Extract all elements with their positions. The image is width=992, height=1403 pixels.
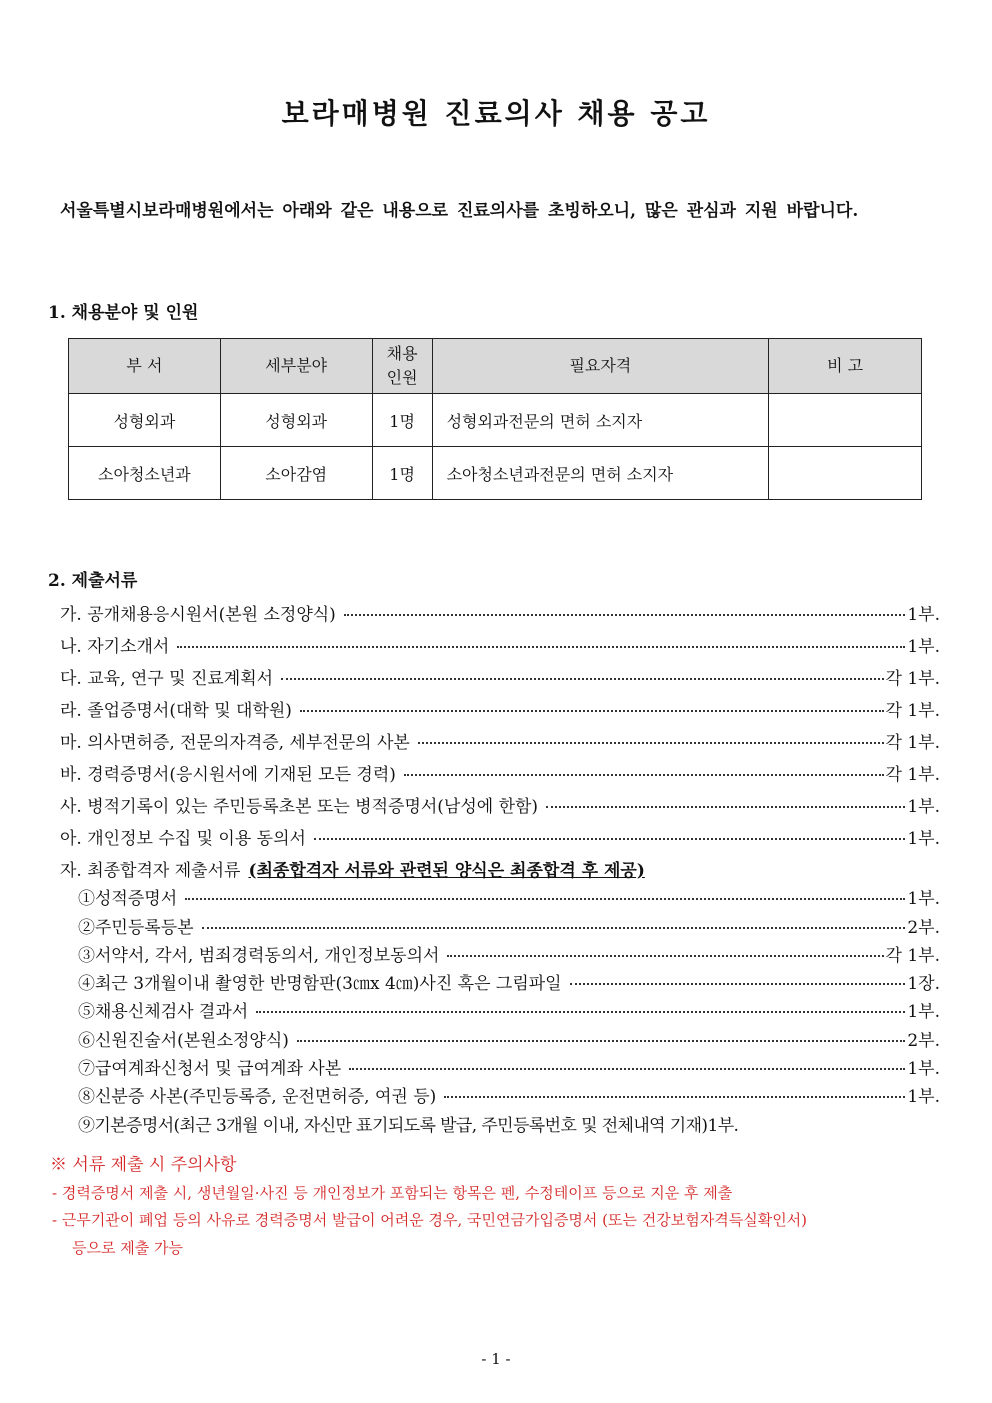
document-title: 보라매병원 진료의사 채용 공고: [281, 97, 711, 130]
list-item: [60, 1107, 940, 1135]
cell-remarks: [769, 394, 922, 447]
list-item: [60, 994, 940, 1022]
item-label: ①성적증명서: [78, 889, 178, 910]
header-subspecialty: 세부분야: [220, 339, 372, 394]
item-quantity: 1부.: [907, 1087, 940, 1108]
item-label: ⑧신분증 사본(주민등록증, 운전면허증, 여권 등): [78, 1087, 437, 1108]
cell-qualification: 성형외과전문의 면허 소지자: [432, 394, 769, 447]
item-quantity: 1부.: [907, 637, 940, 657]
page-number: - 1 -: [481, 1350, 511, 1368]
table-row: [69, 394, 922, 447]
dot-leader: [404, 774, 884, 776]
item-quantity: 각 1부.: [885, 669, 940, 689]
header-department: 부 서: [69, 339, 221, 394]
dot-leader: [546, 806, 905, 808]
dot-leader: [281, 678, 883, 680]
list-item: [60, 881, 940, 909]
item-label: 사. 병적기록이 있는 주민등록초본 또는 병적증명서(남성에 한함): [60, 797, 539, 817]
intro-paragraph: 서울특별시보라매병원에서는 아래와 같은 내용으로 진료의사를 초빙하오니, 많은 관심과 지원 바랍니다.: [60, 201, 859, 221]
list-item: [60, 909, 940, 937]
list-item: [60, 785, 940, 817]
item-quantity: 1부.: [907, 889, 940, 910]
dot-leader: [256, 1011, 905, 1013]
header-headcount: 채용 인원: [372, 339, 432, 394]
item-label: 가. 공개채용응시원서(본원 소정양식): [60, 605, 336, 625]
list-item: [60, 966, 940, 994]
cell-headcount: 1명: [372, 447, 432, 500]
document-list: [60, 593, 940, 1136]
cell-remarks: [769, 447, 922, 500]
item-label: 마. 의사면허증, 전문의자격증, 세부전문의 사본: [60, 733, 410, 753]
section-2-heading: 2. 제출서류: [48, 571, 138, 591]
item-label: 아. 개인정보 수집 및 이용 동의서: [60, 829, 306, 849]
final-submission-heading: [60, 849, 940, 881]
item-label: ⑥신원진술서(본원소정양식): [78, 1030, 289, 1051]
dot-leader: [300, 710, 884, 712]
item-quantity: 1부.: [907, 797, 940, 817]
header-remarks: 비 고: [769, 339, 922, 394]
item-label: ②주민등록등본: [78, 917, 194, 938]
dot-leader: [297, 1040, 905, 1042]
dot-leader: [444, 1096, 905, 1098]
item-quantity: 1부.: [907, 605, 940, 625]
section-1-heading: 1. 채용분야 및 인원: [48, 303, 199, 323]
item-label: ③서약서, 각서, 범죄경력동의서, 개인정보동의서: [78, 945, 440, 966]
caution-title: ※ 서류 제출 시 주의사항: [50, 1155, 237, 1175]
list-item: [60, 593, 940, 625]
list-item: [60, 689, 940, 721]
dot-leader: [349, 1068, 905, 1070]
item-quantity: 2부.: [907, 1030, 940, 1051]
cell-qualification: 소아청소년과전문의 면허 소지자: [432, 447, 769, 500]
item-quantity: 각 1부.: [885, 765, 940, 785]
item-label: 나. 자기소개서: [60, 637, 170, 657]
item-quantity: 1부.: [907, 829, 940, 849]
item-label: ⑨기본증명서(최근 3개월 이내, 자신만 표기되도록 발급, 주민등록번호 및 전체내역 기재): [78, 1115, 708, 1136]
item-quantity: 1부.: [907, 1002, 940, 1023]
final-submission-note: (최종합격자 서류와 관련된 양식은 최종합격 후 제공): [248, 861, 645, 881]
cell-subspecialty: 성형외과: [220, 394, 372, 447]
dot-leader: [314, 838, 905, 840]
list-item: [60, 1051, 940, 1079]
caution-item: - 근무기관이 폐업 등의 사유로 경력증명서 발급이 어려운 경우, 국민연금가입증명서 (또는 건강보험자격득실확인서): [52, 1211, 808, 1229]
cell-subspecialty: 소아감염: [220, 447, 372, 500]
list-item: [60, 753, 940, 785]
cell-department: 소아청소년과: [69, 447, 221, 500]
item-label: ⑤채용신체검사 결과서: [78, 1002, 249, 1023]
item-label: 라. 졸업증명서(대학 및 대학원): [60, 701, 292, 721]
dot-leader: [202, 927, 906, 929]
header-qualification: 필요자격: [432, 339, 769, 394]
list-item: [60, 1022, 940, 1050]
caution-item: 등으로 제출 가능: [72, 1239, 183, 1257]
item-quantity: 각 1부.: [885, 945, 940, 966]
dot-leader: [570, 983, 906, 985]
list-item: [60, 657, 940, 689]
item-label: ⑦급여계좌신청서 및 급여계좌 사본: [78, 1059, 342, 1080]
list-item: [60, 1079, 940, 1107]
cell-headcount: 1명: [372, 394, 432, 447]
item-label: ④최근 3개월이내 촬영한 반명함판(3㎝x 4㎝)사진 혹은 그림파일: [78, 974, 562, 995]
caution-item: - 경력증명서 제출 시, 생년월일·사진 등 개인정보가 포함되는 항목은 펜, 수정테이프 등으로 지운 후 제출: [52, 1184, 733, 1202]
table-row: [69, 447, 922, 500]
item-label: 자. 최종합격자 제출서류: [60, 861, 241, 881]
dot-leader: [447, 955, 883, 957]
list-item: [60, 938, 940, 966]
list-item: [60, 721, 940, 753]
cell-department: 성형외과: [69, 394, 221, 447]
dot-leader: [185, 898, 905, 900]
dot-leader: [418, 742, 884, 744]
item-quantity: 1장.: [907, 974, 940, 995]
recruitment-table: [68, 338, 922, 500]
dot-leader: [344, 614, 906, 616]
dot-leader: [177, 646, 905, 648]
item-quantity: 1부.: [907, 1059, 940, 1080]
item-quantity: 2부.: [907, 917, 940, 938]
list-item: [60, 817, 940, 849]
item-quantity: 1부.: [707, 1115, 739, 1136]
list-item: [60, 625, 940, 657]
item-quantity: 각 1부.: [885, 701, 940, 721]
item-label: 바. 경력증명서(응시원서에 기재된 모든 경력): [60, 765, 396, 785]
item-quantity: 각 1부.: [885, 733, 940, 753]
table-header-row: [69, 339, 922, 394]
item-label: 다. 교육, 연구 및 진료계획서: [60, 669, 274, 689]
